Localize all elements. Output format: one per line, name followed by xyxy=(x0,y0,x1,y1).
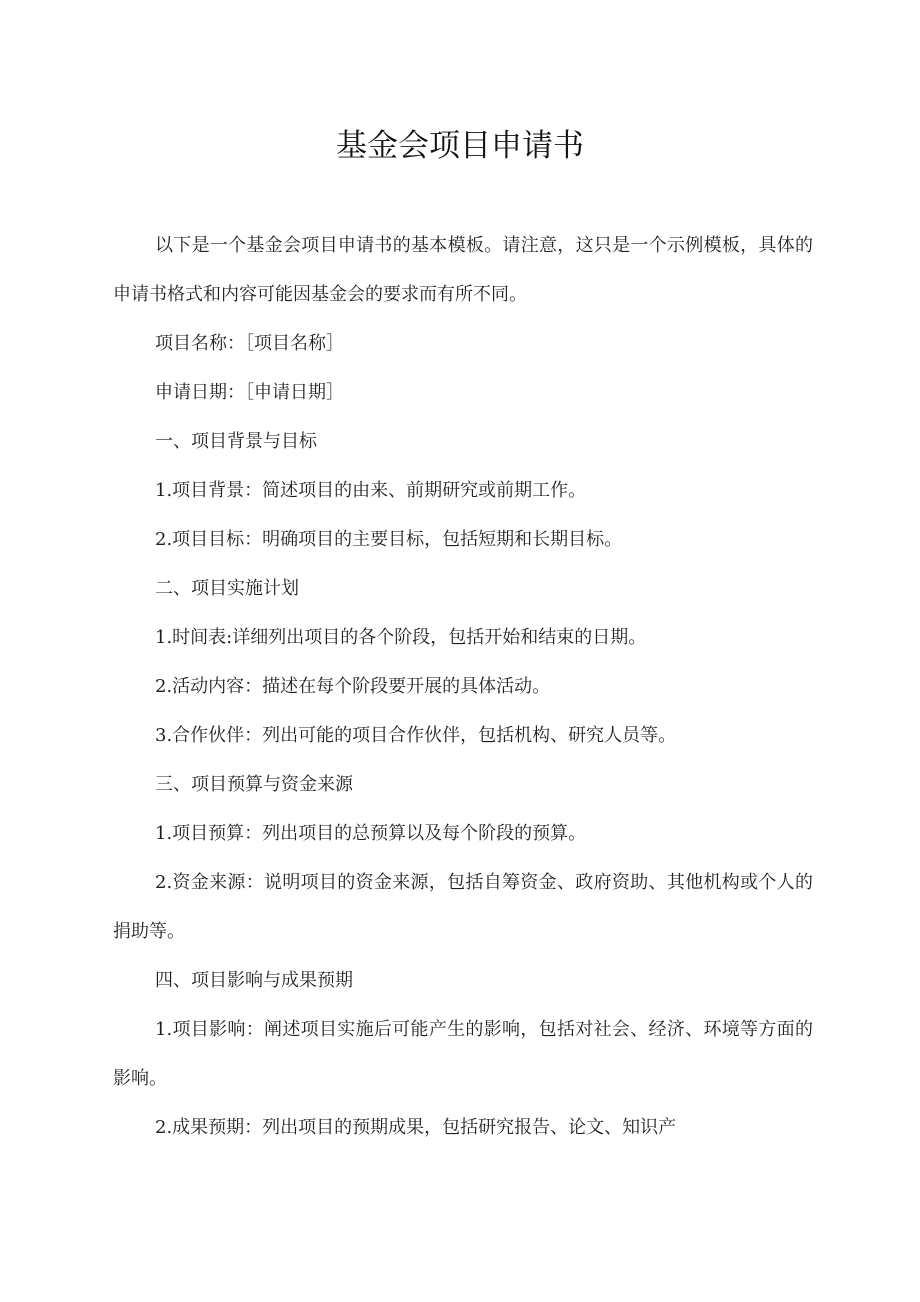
intro-paragraph: 以下是一个基金会项目申请书的基本模板。请注意，这只是一个示例模板，具体的申请书格式和内容可能因基金会的要求而有所不同。 xyxy=(113,235,813,305)
application-date-line: 申请日期：［申请日期］ xyxy=(155,382,344,403)
section-heading-implementation: 二、项目实施计划 xyxy=(155,578,299,599)
item-project-goals: 2.项目目标：明确项目的主要目标，包括短期和长期目标。 xyxy=(155,529,623,550)
document-body xyxy=(113,221,813,1152)
section-heading-impact: 四、项目影响与成果预期 xyxy=(155,970,353,991)
item-project-background: 1.项目背景：简述项目的由来、前期研究或前期工作。 xyxy=(155,480,587,501)
item-partners: 3.合作伙伴：列出可能的项目合作伙伴，包括机构、研究人员等。 xyxy=(155,725,677,746)
item-expected-results: 2.成果预期：列出项目的预期成果，包括研究报告、论文、知识产 xyxy=(155,1117,677,1138)
item-budget: 1.项目预算：列出项目的总预算以及每个阶段的预算。 xyxy=(155,823,587,844)
section-heading-background: 一、项目背景与目标 xyxy=(155,431,317,452)
section-heading-budget: 三、项目预算与资金来源 xyxy=(155,774,353,795)
item-activities: 2.活动内容：描述在每个阶段要开展的具体活动。 xyxy=(155,676,551,697)
item-impact: 1.项目影响：阐述项目实施后可能产生的影响，包括对社会、经济、环境等方面的影响。 xyxy=(113,1019,813,1089)
document-title: 基金会项目申请书 xyxy=(336,128,584,164)
project-name-line: 项目名称：［项目名称］ xyxy=(155,333,344,354)
item-funding-sources: 2.资金来源：说明项目的资金来源，包括自筹资金、政府资助、其他机构或个人的捐助等。 xyxy=(113,872,813,942)
item-timeline: 1.时间表:详细列出项目的各个阶段，包括开始和结束的日期。 xyxy=(155,627,647,648)
